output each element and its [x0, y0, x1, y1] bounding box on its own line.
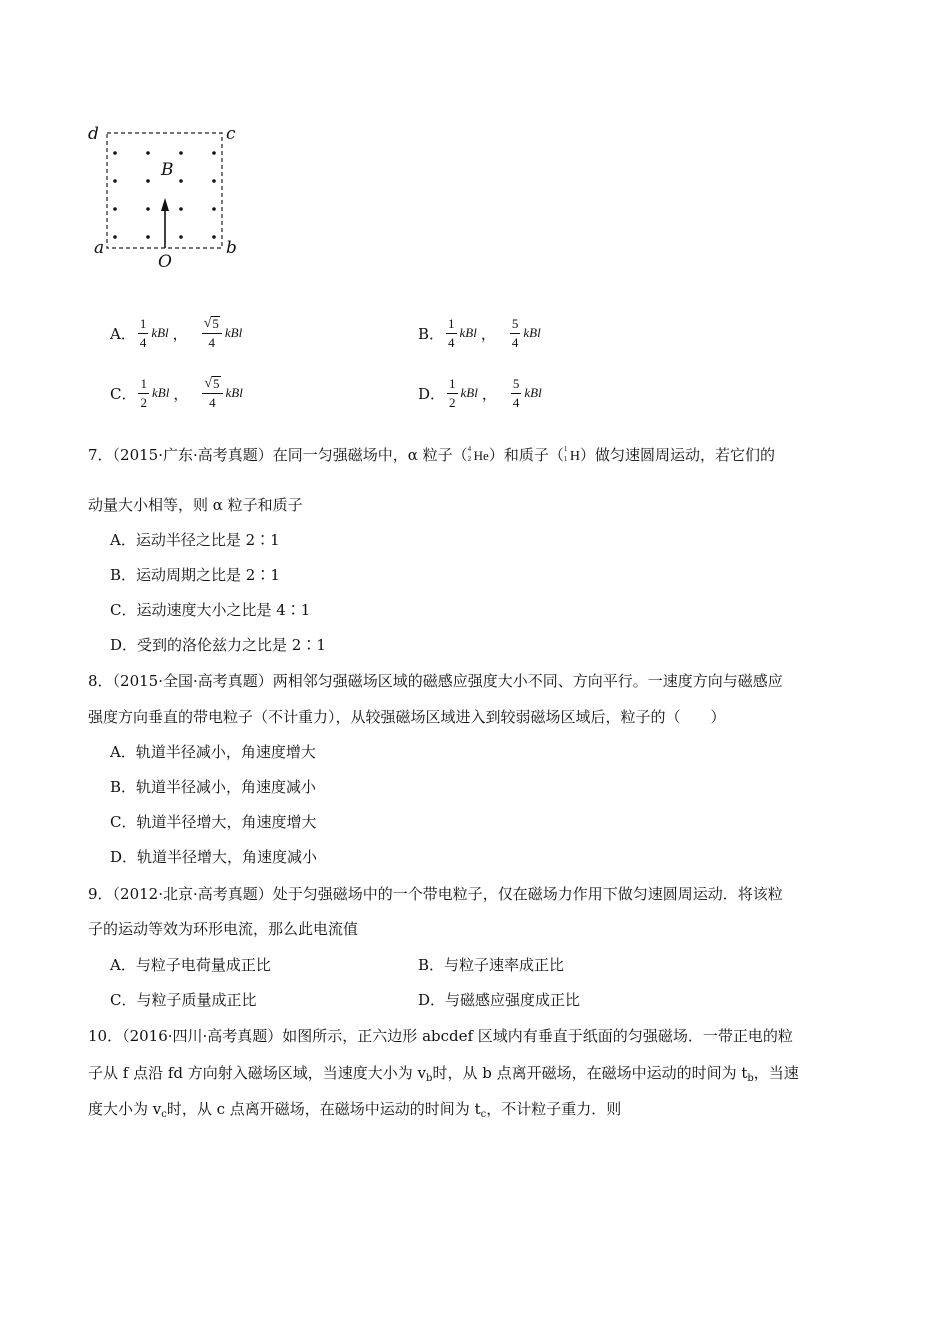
q10-stem-line3: 度大小为 $v_c$时，从 c 点离开磁场，在磁场中运动的时间为 $t_c$，不计粒子重力．则 [88, 1100, 622, 1120]
fraction: $\frac{5}{4}$ [511, 315, 519, 350]
fraction: $\frac{1}{2}$ [140, 375, 147, 410]
arrow-head [161, 198, 169, 211]
q8-option-a[interactable]: A．轨道半径减小，角速度增大 [110, 743, 316, 761]
q7-stem-line1: 7．（2015·广东·高考真题）在同一匀强磁场中，α 粒子（ 4 2 He）和质子（ 1 1 H）做匀速圆周运动，若它们的 [88, 445, 775, 464]
q10-stem-line2: 子从 f 点沿 fd 方向射入磁场区域，当速度大小为 $v_b$时，从 b 点离开磁场，在磁场中运动的时间为 $t_b$，当速 [88, 1064, 799, 1084]
q7-option-b[interactable]: B．运动周期之比是 2∶1 [110, 566, 280, 584]
label-O: O [158, 252, 172, 272]
label-a: a [94, 238, 105, 258]
q9-stem-line2: 子的运动等效为环形电流，那么此电流值 [88, 920, 359, 938]
q7-option-d[interactable]: D．受到的洛伦兹力之比是 2∶1 [110, 636, 326, 654]
magnetic-field-figure [80, 118, 260, 282]
q9-option-a[interactable]: A．与粒子电荷量成正比 [110, 956, 271, 974]
hydrogen-nuclide: 1 1 H [563, 445, 580, 464]
fraction: $\frac{1}{4}$ [448, 315, 455, 350]
q7-option-a[interactable]: A．运动半径之比是 2∶1 [110, 531, 280, 549]
q8-option-c[interactable]: C．轨道半径增大，角速度增大 [110, 813, 317, 831]
label-c: c [226, 124, 236, 144]
q7-stem-line2: 动量大小相等，则 α 粒子和质子 [88, 496, 303, 514]
q10-stem-line1: 10．（2016·四川·高考真题）如图所示，正六边形 abcdef 区域内有垂直于纸面的匀强磁场．一带正电的粒 [88, 1027, 793, 1045]
fraction: √ 5 4 [202, 376, 222, 410]
q6-option-c[interactable]: C． $\frac{1}{2}$ kBl ， √ 5 4 kBl [110, 375, 243, 410]
fraction: $\frac{1}{4}$ [139, 315, 147, 350]
q8-stem-line2: 强度方向垂直的带电粒子（不计重力），从较强磁场区域进入到较弱磁场区域后，粒子的（ ） [88, 708, 726, 726]
label-B: B [161, 160, 174, 180]
fraction: $\frac{5}{4}$ [512, 375, 520, 410]
q8-option-b[interactable]: B．轨道半径减小，角速度减小 [110, 778, 317, 796]
q6-option-d[interactable]: D． $\frac{1}{2}$ kBl ， $\frac{5}{4}$ kBl [418, 375, 542, 410]
q9-stem-line1: 9．（2012·北京·高考真题）处于匀强磁场中的一个带电粒子，仅在磁场力作用下做匀速圆周运动．将该粒 [88, 885, 783, 903]
q8-option-d[interactable]: D．轨道半径增大，角速度减小 [110, 848, 318, 866]
fraction: √ 5 4 [202, 316, 222, 350]
label-b: b [226, 238, 237, 258]
q7-option-c[interactable]: C．运动速度大小之比是 4∶1 [110, 601, 311, 619]
q9-option-d[interactable]: D．与磁感应强度成正比 [418, 991, 581, 1009]
q6-option-a[interactable]: A． $\frac{1}{4}$ kBl ， √ 5 4 kBl [110, 315, 243, 350]
q9-option-c[interactable]: C．与粒子质量成正比 [110, 991, 257, 1009]
q6-option-b[interactable]: B． $\frac{1}{4}$ kBl ， $\frac{5}{4}$ kBl [418, 315, 541, 350]
q9-option-b[interactable]: B．与粒子速率成正比 [418, 956, 565, 974]
q8-stem-line1: 8．（2015·全国·高考真题）两相邻匀强磁场区域的磁感应强度大小不同、方向平行。一速度方向与磁感应 [88, 672, 783, 690]
fraction: $\frac{1}{2}$ [449, 375, 456, 410]
label-d: d [88, 124, 99, 144]
helium-nuclide: 4 2 He [467, 445, 489, 463]
